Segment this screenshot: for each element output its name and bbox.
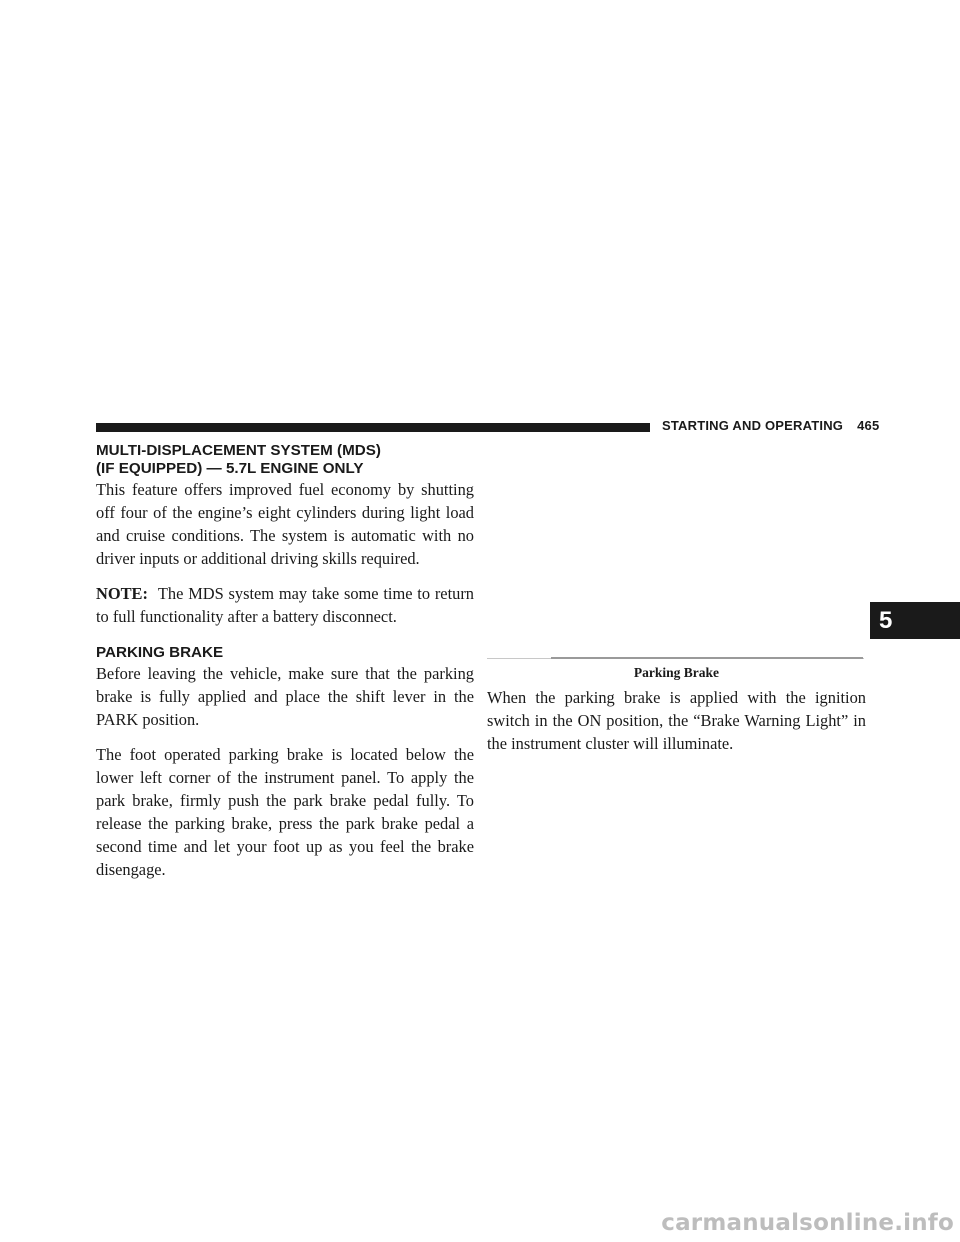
page-number: 465 [857,418,880,433]
watermark: carmanualsonline.info [661,1210,954,1236]
parking-paragraph-1: Before leaving the vehicle, make sure that the parking brake is fully applied and place the shift lever in the PARK position. [96,664,474,729]
mds-heading-line1: MULTI-DISPLACEMENT SYSTEM (MDS) [96,442,381,459]
parking-brake-figure [487,478,866,658]
mds-heading-line2: (IF EQUIPPED) — 5.7L ENGINE ONLY [96,460,364,477]
parking-paragraph-2: The foot operated parking brake is located below the lower left corner of the instrument panel. To apply the park brake, firmly push the park brake pedal fully. To release the parking brake, press the park brake pedal a second time and let your foot up as you feel the brake disengage. [96,745,474,879]
mds-heading [96,442,474,478]
left-column [96,442,474,881]
note-label: NOTE: [96,584,148,603]
section-title: STARTING AND OPERATING [662,418,844,433]
brake-warning-paragraph: When the parking brake is applied with the ignition switch in the ON position, the “Brake Warning Light” in the instrument cluster will illuminate. [487,688,866,753]
running-header [662,418,879,433]
figure-rule [487,658,864,659]
chapter-tab: 5 [870,602,960,639]
right-column [487,686,866,755]
note-paragraph [96,582,474,628]
header-rule [96,423,650,432]
figure-caption: Parking Brake [633,665,720,680]
note-text: The MDS system may take some time to return to full functionality after a battery disconnect. [96,584,474,626]
parking-brake-heading: PARKING BRAKE [96,644,224,661]
mds-paragraph: This feature offers improved fuel economy by shutting off four of the engine’s eight cylinders during light load and cruise conditions. The system is automatic with no driver inputs or additional driving skills required. [96,480,474,568]
